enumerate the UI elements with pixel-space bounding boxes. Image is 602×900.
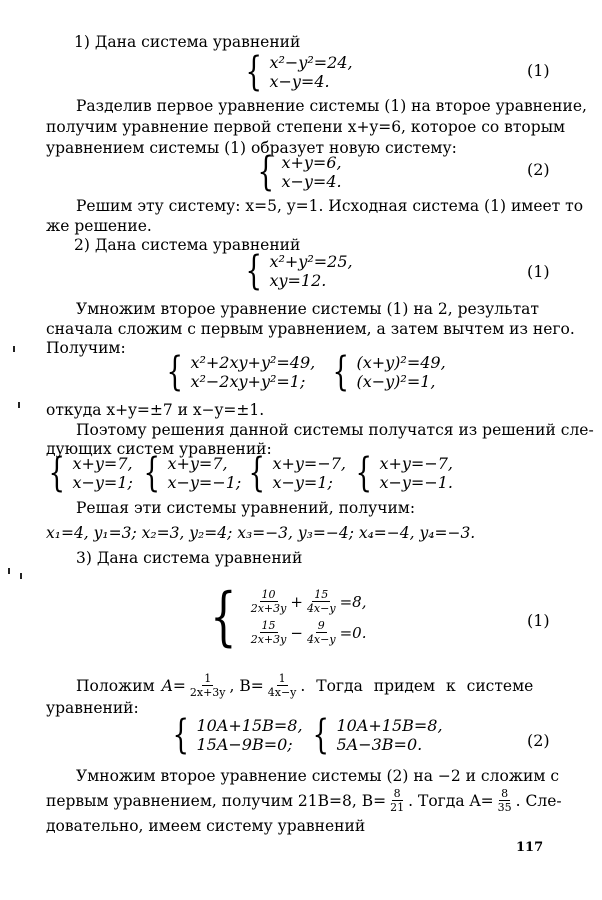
four-systems-3-eq2: x−y=1; xyxy=(272,473,333,492)
system-2-eq1: x+y=6, xyxy=(281,153,342,172)
fraction: $\frac{8}{21}$ xyxy=(390,787,405,814)
scan-speck xyxy=(20,573,22,579)
problem-3-header: 3) Дана система уравнений xyxy=(76,549,303,567)
left-brace: { xyxy=(48,450,65,496)
four-systems-2-eq2: x−y=−1; xyxy=(167,473,242,492)
system-5-row2 xyxy=(247,619,367,646)
system-6a xyxy=(168,712,303,758)
four-systems-4-eq2: x−y=−1. xyxy=(379,473,453,492)
four-systems-4 xyxy=(351,450,453,496)
fraction: $\frac{1}{2x+3y}$ xyxy=(189,672,226,699)
system-1-eq2: x−y=4. xyxy=(269,72,330,91)
left-brace: { xyxy=(172,712,189,758)
system-4b xyxy=(328,349,446,395)
fraction: $\frac{10}{2x+3y}$ xyxy=(250,588,287,615)
system-4b-eq1: (x+y)²=49, xyxy=(356,353,446,372)
fraction: $\frac{8}{35}$ xyxy=(497,787,512,814)
system-6b-eq1: 10A+15B=8, xyxy=(336,716,443,735)
four-systems-2-eq1: x+y=7, xyxy=(167,454,228,473)
system-6-number: (2) xyxy=(527,731,550,750)
p1-text-line2: получим уравнение первой степени x+y=6, которое со вторым xyxy=(46,118,566,136)
four-systems-1-eq1: x+y=7, xyxy=(72,454,133,473)
four-systems-3-eq1: x+y=−7, xyxy=(272,454,346,473)
system-4a xyxy=(162,349,316,395)
four-systems-3 xyxy=(244,450,346,496)
p3-mult-line3: довательно, имеем систему уравнений xyxy=(46,817,366,835)
system-2-number: (2) xyxy=(527,160,550,179)
left-brace: { xyxy=(257,149,274,195)
system-5-number: (1) xyxy=(527,611,550,630)
p3-mult-line1: Умножим второе уравнение системы (2) на −2 и сложим с xyxy=(76,767,560,785)
rhs: =0. xyxy=(339,623,367,642)
system-2 xyxy=(253,149,342,195)
system-1-number: (1) xyxy=(527,61,550,80)
left-brace: { xyxy=(312,712,329,758)
left-brace: { xyxy=(355,450,372,496)
left-brace: { xyxy=(332,349,349,395)
p2-text-line3: Получим: xyxy=(46,339,126,357)
system-3 xyxy=(241,248,353,294)
system-6b-eq2: 5A−3B=0. xyxy=(336,735,423,754)
four-systems-2 xyxy=(139,450,242,496)
problem-2-header: 2) Дана система уравнений xyxy=(74,236,301,254)
scan-speck xyxy=(18,402,20,408)
p1-solution-line1: Решим эту систему: x=5, y=1. Исходная система (1) имеет то xyxy=(76,197,584,215)
system-1 xyxy=(241,49,353,95)
left-brace: { xyxy=(245,248,262,294)
system-5 xyxy=(203,580,367,654)
left-brace: { xyxy=(248,450,265,496)
four-systems-1-eq2: x−y=1; xyxy=(72,473,133,492)
p2-text-line2: сначала сложим с первым уравнением, а затем вычтем из него. xyxy=(46,320,575,338)
p1-text-line1: Разделив первое уравнение системы (1) на второе уравнение, xyxy=(76,97,587,115)
left-brace: { xyxy=(143,450,160,496)
p2-text-line1: Умножим второе уравнение системы (1) на 2, результат xyxy=(76,300,539,318)
p1-solution-line2: же решение. xyxy=(46,217,152,235)
fraction: $\frac{15}{4x-y}$ xyxy=(306,588,336,615)
fraction: $\frac{15}{2x+3y}$ xyxy=(250,619,287,646)
system-6b xyxy=(308,712,443,758)
scan-speck xyxy=(8,568,10,574)
p2-solving: Решая эти системы уравнений, получим: xyxy=(76,499,416,517)
system-2-eq2: x−y=4. xyxy=(281,172,342,191)
system-1-eq1: x²−y²=24, xyxy=(269,53,353,72)
system-5-row1 xyxy=(247,588,367,615)
left-brace: { xyxy=(166,349,183,395)
p3-polozhim-line2: уравнений: xyxy=(46,699,139,717)
p2-otkuda: откуда x+y=±7 и x−y=±1. xyxy=(46,401,265,419)
p2-therefore-line1: Поэтому решения данной системы получатся из решений сле- xyxy=(76,421,594,439)
page-number: 117 xyxy=(516,840,544,855)
four-systems-1 xyxy=(44,450,133,496)
p3-polozhim-line1: Положим A= $\frac{1}{2x+3y}$ , B= $\frac{1}{4x-y}$ . Тогда придем к системе xyxy=(76,672,534,699)
fraction: $\frac{1}{4x-y}$ xyxy=(267,672,297,699)
problem-1-header: 1) Дана система уравнений xyxy=(74,33,301,51)
system-3-number: (1) xyxy=(527,262,550,281)
system-4a-eq1: x²+2xy+y²=49, xyxy=(190,353,316,372)
system-4a-eq2: x²−2xy+y²=1; xyxy=(190,372,306,391)
system-4b-eq2: (x−y)²=1, xyxy=(356,372,436,391)
fraction: $\frac{9}{4x-y}$ xyxy=(306,619,336,646)
p3-mult-line2: первым уравнением, получим 21B=8, B= $\frac{8}{21}$ . Тогда A= $\frac{8}{35}$ . Сле- xyxy=(46,787,562,814)
system-3-eq2: xy=12. xyxy=(269,271,327,290)
rhs: =8, xyxy=(339,592,367,611)
system-6a-eq1: 10A+15B=8, xyxy=(196,716,303,735)
p2-answers: x₁=4, y₁=3; x₂=3, y₂=4; x₃=−3, y₃=−4; x₄=−4, y₄=−3. xyxy=(46,524,476,542)
p2-therefore-line2: дующих систем уравнений: xyxy=(46,440,272,458)
p1-text-line3: уравнением системы (1) образует новую систему: xyxy=(46,139,457,157)
system-6a-eq2: 15A−9B=0; xyxy=(196,735,293,754)
four-systems-4-eq1: x+y=−7, xyxy=(379,454,453,473)
operator: + xyxy=(290,592,303,611)
left-brace: { xyxy=(245,49,262,95)
system-3-eq1: x²+y²=25, xyxy=(269,252,353,271)
operator: − xyxy=(290,623,303,642)
scan-speck xyxy=(13,346,15,352)
left-brace: { xyxy=(210,580,237,654)
